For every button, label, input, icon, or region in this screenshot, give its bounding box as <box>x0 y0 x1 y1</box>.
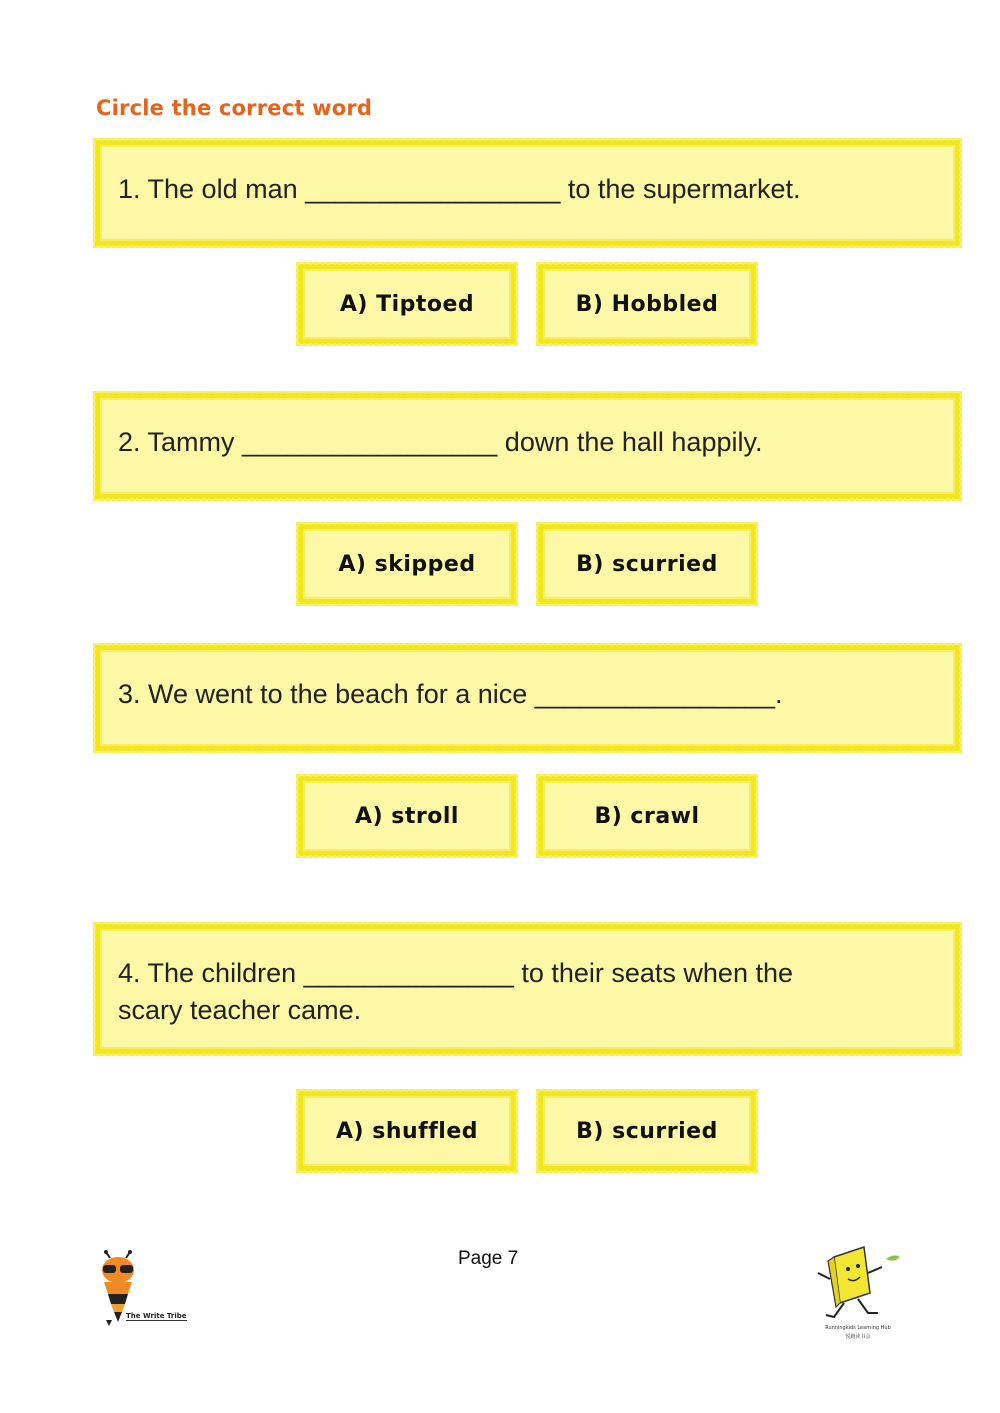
question-4-text-line-2: scary teacher came. <box>118 995 362 1025</box>
question-4-text-line-1: 4. The children ______________ to their seats when the <box>118 958 793 988</box>
runningkids-logo <box>808 1243 908 1343</box>
page-number: Page 7 <box>458 1248 519 1269</box>
question-1-option-a[interactable]: A) Tiptoed <box>298 264 516 344</box>
runningkids-tagline: Runningkids Learning Hub <box>825 1325 891 1331</box>
question-3-box <box>95 645 960 751</box>
question-4-option-a[interactable]: A) shuffled <box>298 1091 516 1171</box>
question-1-option-b[interactable]: B) Hobbled <box>538 264 756 344</box>
question-2-text: 2. Tammy _________________ down the hall happily. <box>118 427 763 457</box>
question-3-option-b[interactable]: B) crawl <box>538 776 756 856</box>
question-2-box <box>95 393 960 499</box>
question-4-box <box>95 924 960 1054</box>
question-2-option-b[interactable]: B) scurried <box>538 524 756 604</box>
runningkids-tagline-cn: 悦跑读书会 <box>845 1334 871 1340</box>
write-tribe-logo <box>96 1250 206 1330</box>
question-3-text: 3. We went to the beach for a nice ________________. <box>118 679 783 709</box>
write-tribe-brand: The Write Tribe <box>126 1312 187 1320</box>
running-book-icon <box>808 1243 908 1325</box>
question-4-option-b[interactable]: B) scurried <box>538 1091 756 1171</box>
question-3-option-a[interactable]: A) stroll <box>298 776 516 856</box>
question-1-text: 1. The old man _________________ to the supermarket. <box>118 174 801 204</box>
question-1-box <box>95 140 960 246</box>
question-2-option-a[interactable]: A) skipped <box>298 524 516 604</box>
worksheet-heading: Circle the correct word <box>96 96 373 120</box>
